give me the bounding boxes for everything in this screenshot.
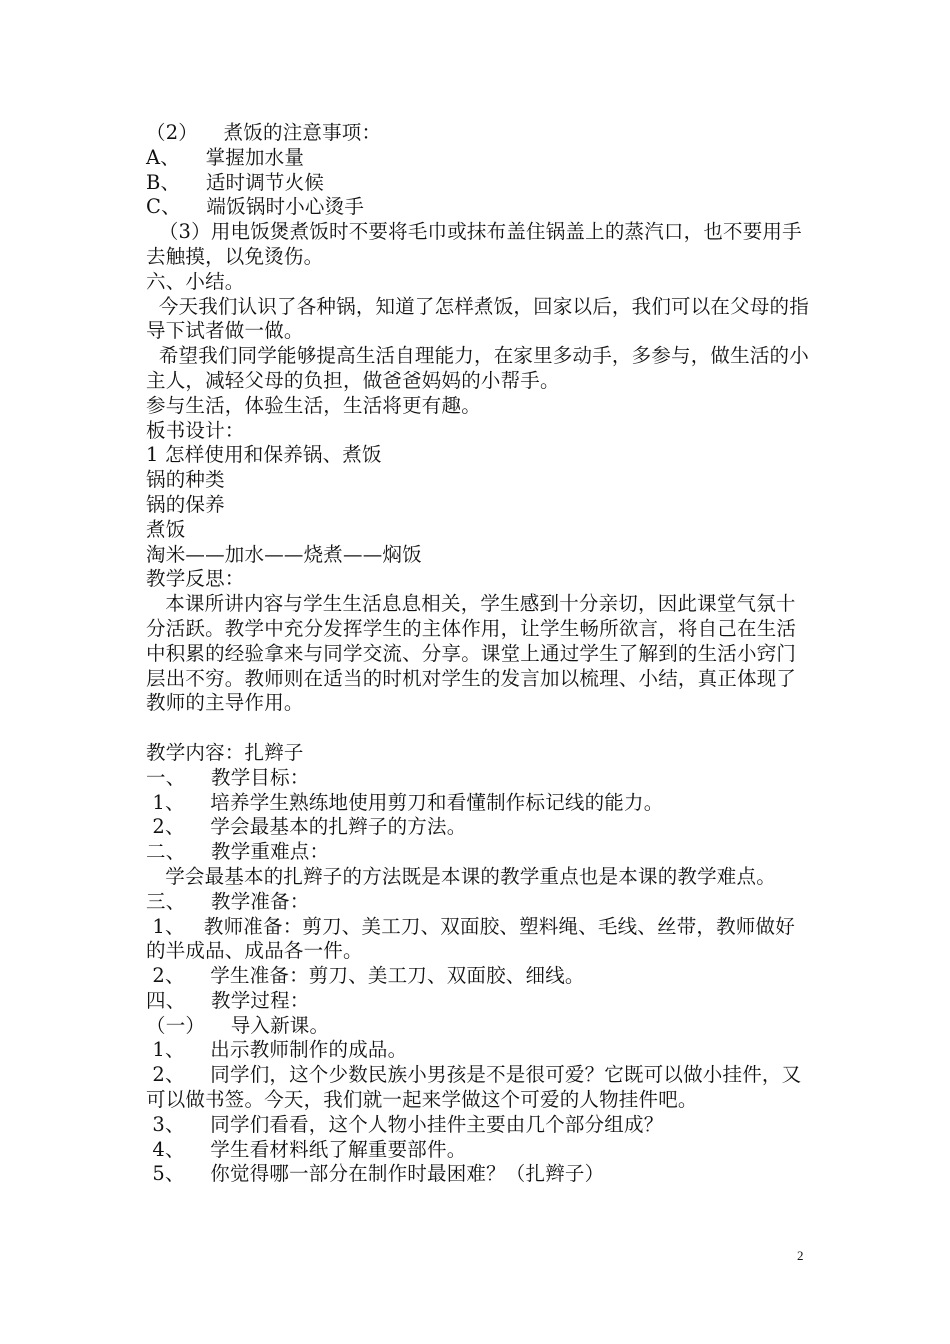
text-line: 4、 学生看材料纸了解重要部件。: [146, 1137, 467, 1161]
text-line: 煮饭: [146, 517, 186, 541]
text-line: （3）用电饭煲煮饭时不要将毛巾或抹布盖住锅盖上的蒸汽口，也不要用手去触摸，以免烫伤。: [146, 220, 802, 268]
text-line: 锅的种类: [146, 468, 225, 492]
text-line: 板书设计：: [146, 418, 245, 442]
text-line: 四、 教学过程：: [146, 988, 310, 1012]
text-line: 学会最基本的扎辫子的方法既是本课的教学重点也是本课的教学难点。: [146, 864, 776, 888]
text-line: 本课所讲内容与学生生活息息相关，学生感到十分亲切，因此课堂气氛十分活跃。教学中充分发挥学生的主体作用，让学生畅所欲言，将自己在生活中积累的经验拿来与同学交流、分享。课堂上通过学生了解到的生活小窍门层出不穷。教师则在适当的时机对学生的发言加以梳理、小结，真正体现了教师的主导作用。: [146, 592, 797, 715]
page-number: 2: [797, 1248, 804, 1263]
text-line: 1 怎样使用和保养锅、煮饭: [146, 443, 382, 467]
text-line: （一） 导入新课。: [146, 1013, 330, 1037]
text-line: （2） 煮饭的注意事项：: [146, 121, 382, 144]
document-body: [146, 121, 810, 1187]
text-line: 教学内容：扎辫子: [146, 740, 304, 764]
text-line: 今天我们认识了各种锅，知道了怎样煮饭，回家以后，我们可以在父母的指导下试者做一做。: [146, 294, 809, 343]
text-line: 一、 教学目标：: [146, 765, 310, 789]
text-line: 1、 出示教师制作的成品。: [146, 1038, 408, 1062]
text-line: B、 适时调节火候: [146, 170, 325, 194]
text-line: 希望我们同学能够提高生活自理能力，在家里多动手，多参与，做生活的小主人，减轻父母的负担，做爸爸妈妈的小帮手。: [146, 344, 809, 392]
text-line: 3、 同学们看看，这个人物小挂件主要由几个部分组成？: [146, 1112, 664, 1136]
text-line: 5、 你觉得哪一部分在制作时最困难？（扎辫子）: [146, 1162, 605, 1186]
text-line: 三、 教学准备：: [146, 889, 310, 913]
text-line: 1、 教师准备：剪刀、美工刀、双面胶、塑料绳、毛线、丝带，教师做好的半成品、成品各一件。: [146, 914, 795, 963]
text-line: 2、 学生准备：剪刀、美工刀、双面胶、细线。: [146, 964, 585, 988]
text-line: 教学反思：: [146, 567, 245, 591]
text-line: 锅的保养: [146, 492, 225, 516]
text-line: 2、 学会最基本的扎辫子的方法。: [146, 815, 467, 839]
text-line: A、 掌握加水量: [146, 145, 305, 169]
text-line: C、 端饭锅时小心烫手: [146, 195, 365, 219]
text-line: 1、 培养学生熟练地使用剪刀和看懂制作标记线的能力。: [146, 790, 664, 814]
blank-line: [146, 716, 810, 741]
text-line: 六、小结。: [146, 269, 245, 293]
text-line: 淘米——加水——烧煮——焖饭: [146, 542, 422, 566]
text-line: 参与生活，体验生活，生活将更有趣。: [146, 393, 481, 417]
text-line: 二、 教学重难点：: [146, 840, 330, 864]
text-line: 2、 同学们，这个少数民族小男孩是不是很可爱？它既可以做小挂件，又可以做书签。今天，我们就一起来学做这个可爱的人物挂件吧。: [146, 1063, 802, 1112]
